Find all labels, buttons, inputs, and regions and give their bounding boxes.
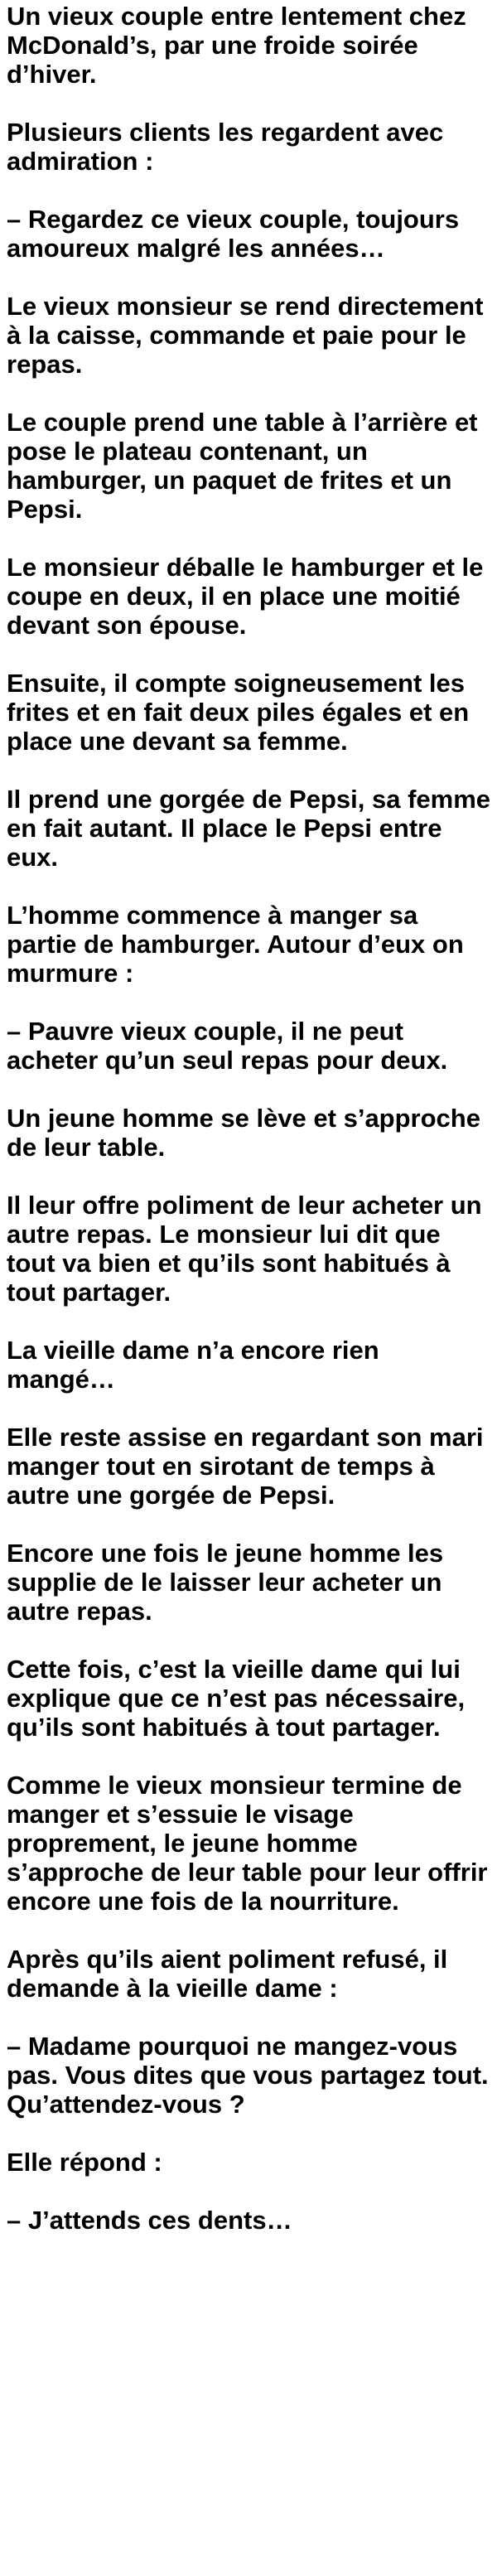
paragraph: – Madame pourquoi ne mangez-vous pas. Vous dites que vous partagez tout. Qu’attendez-vous ?: [7, 2032, 489, 2119]
paragraph: Après qu’ils aient poliment refusé, il demande à la vieille dame :: [7, 1945, 448, 2003]
paragraph: – Regardez ce vieux couple, toujours amoureux malgré les années…: [7, 205, 460, 263]
paragraph: Il leur offre poliment de leur acheter un autre repas. Le monsieur lui dit que tout va bien et qu’ils sont habitués à tout partager.: [7, 1191, 482, 1307]
paragraph: Un vieux couple entre lentement chez McDonald’s, par une froide soirée d’hiver.: [7, 2, 466, 89]
paragraph: Le vieux monsieur se rend directement à la caisse, commande et paie pour le repas.: [7, 292, 484, 379]
paragraph: Il prend une gorgée de Pepsi, sa femme en fait autant. Il place le Pepsi entre eux.: [7, 785, 491, 872]
paragraph: Encore une fois le jeune homme les supplie de le laisser leur acheter un autre repas.: [7, 1539, 444, 1626]
paragraph: Ensuite, il compte soigneusement les frites et en fait deux piles égales et en place une devant sa femme.: [7, 669, 470, 756]
paragraph: Le monsieur déballe le hamburger et le coupe en deux, il en place une moitié devant son épouse.: [7, 553, 484, 640]
paragraph: Le couple prend une table à l’arrière et pose le plateau contenant, un hamburger, un paquet de frites et un Pepsi.: [7, 408, 478, 524]
paragraph: Elle répond :: [7, 2148, 162, 2177]
paragraph: – J’attends ces dents…: [7, 2206, 292, 2235]
paragraph: La vieille dame n’a encore rien mangé…: [7, 1336, 379, 1394]
paragraph: Elle reste assise en regardant son mari manger tout en sirotant de temps à autre une gorgée de Pepsi.: [7, 1423, 484, 1510]
paragraph: Comme le vieux monsieur termine de manger et s’essuie le visage proprement, le jeune homme s’approche de leur table pour leur offrir encore une fois de la nourriture.: [7, 1771, 488, 1916]
paragraph: – Pauvre vieux couple, il ne peut acheter qu’un seul repas pour deux.: [7, 1017, 448, 1075]
paragraph: Un jeune homme se lève et s’approche de leur table.: [7, 1104, 480, 1162]
paragraph: Cette fois, c’est la vieille dame qui lui explique que ce n’est pas nécessaire, qu’ils sont habitués à tout partager.: [7, 1655, 466, 1742]
paragraph: L’homme commence à manger sa partie de hamburger. Autour d’eux on murmure :: [7, 901, 464, 988]
paragraph: Plusieurs clients les regardent avec admiration :: [7, 118, 444, 176]
